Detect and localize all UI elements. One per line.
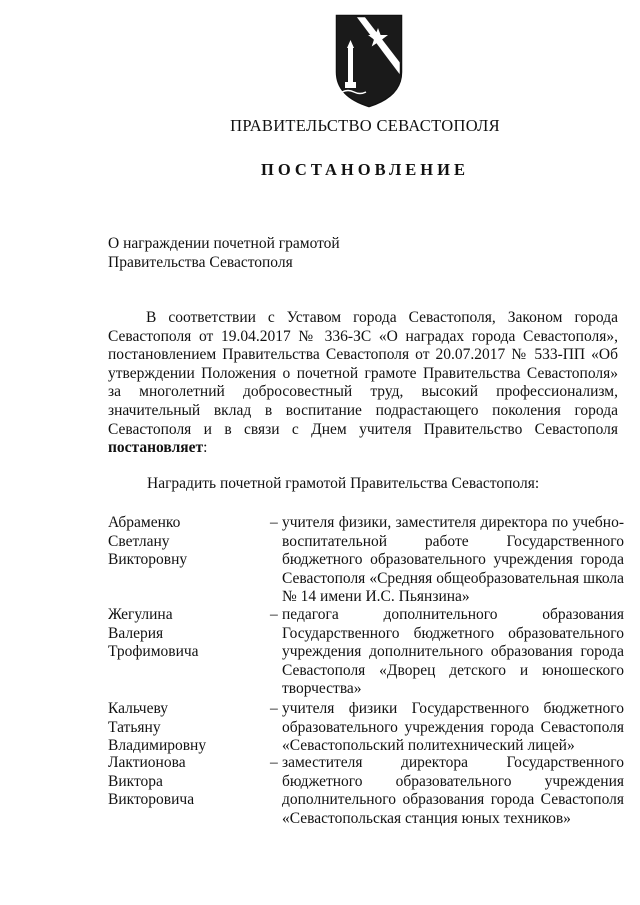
awardee-name bbox=[108, 754, 258, 810]
preamble-text: В соответствии с Уставом города Севастополя, Законом города Севастополя от 19.04.2017 № 336-ЗС «О наградах города Севастополя», постановлением Правительства Севастополя от 20.07.2017 № 533-ПП «Об утверждении Положения о почетной грамоте Правительства Севастополя» за многолетний добросовестный труд, высокий профессионализм, значительный вклад в воспитание подрастающего поколения города Севастополя и в связи с Днем учителя Правительство Севастополя bbox=[108, 309, 618, 438]
awardee-first-name: Татьяну bbox=[108, 718, 161, 736]
awardee-first-name: Виктора bbox=[108, 772, 163, 790]
preamble-emphasis: постановляет bbox=[108, 439, 204, 457]
award-intro: Наградить почетной грамотой Правительства Севастополя: bbox=[147, 475, 540, 492]
awardee-patronymic: Трофимовича bbox=[108, 643, 199, 661]
awardee-description: заместителя директора Государственного бюджетного образовательного учреждения дополнительного образования города Севастополя «Севастопольская станция юных техников» bbox=[282, 754, 624, 827]
awardee-first-name: Светлану bbox=[108, 532, 170, 550]
awardee-name bbox=[108, 606, 258, 662]
awardee-dash: – bbox=[270, 700, 278, 717]
preamble-end: : bbox=[203, 439, 208, 457]
awardee-surname: Кальчеву bbox=[108, 700, 168, 717]
awardee-description: педагога дополнительного образования Государственного бюджетного образовательного учреждения дополнительного образования города Севастополя «Дворец детского и юношеского творчества» bbox=[282, 606, 624, 698]
document-subject bbox=[108, 234, 340, 272]
sevastopol-coat-of-arms-icon bbox=[334, 14, 404, 108]
awardee-surname: Лактионова bbox=[108, 754, 186, 771]
subject-line-2: Правительства Севастополя bbox=[108, 254, 293, 271]
awardee-patronymic: Викторовича bbox=[108, 791, 195, 809]
awardee-dash: – bbox=[270, 514, 278, 531]
government-name: ПРАВИТЕЛЬСТВО СЕВАСТОПОЛЯ bbox=[230, 116, 500, 135]
awardee-dash: – bbox=[270, 754, 278, 771]
preamble-paragraph bbox=[108, 309, 618, 458]
awardee-description: учителя физики, заместителя директора по учебно-воспитательной работе Государственного бюджетного образовательного учреждения города Севастополя «Средняя общеобразовательная школа № 14 имени И.С. Пьянзина» bbox=[282, 514, 624, 606]
awardee-dash: – bbox=[270, 606, 278, 623]
awardee-surname: Абраменко bbox=[108, 514, 181, 531]
awardee-name bbox=[108, 700, 258, 756]
awardee-first-name: Валерия bbox=[108, 624, 164, 642]
awardee-name bbox=[108, 514, 258, 570]
subject-line-1: О награждении почетной грамотой bbox=[108, 235, 340, 252]
document-type: ПОСТАНОВЛЕНИЕ bbox=[261, 160, 469, 179]
awardee-patronymic: Викторовну bbox=[108, 551, 188, 569]
awardee-patronymic: Владимировну bbox=[108, 737, 207, 755]
awardee-surname: Жегулина bbox=[108, 606, 173, 623]
awardee-description: учителя физики Государственного бюджетного образовательного учреждения города Севастополя «Севастопольский политехнический лицей» bbox=[282, 700, 624, 755]
